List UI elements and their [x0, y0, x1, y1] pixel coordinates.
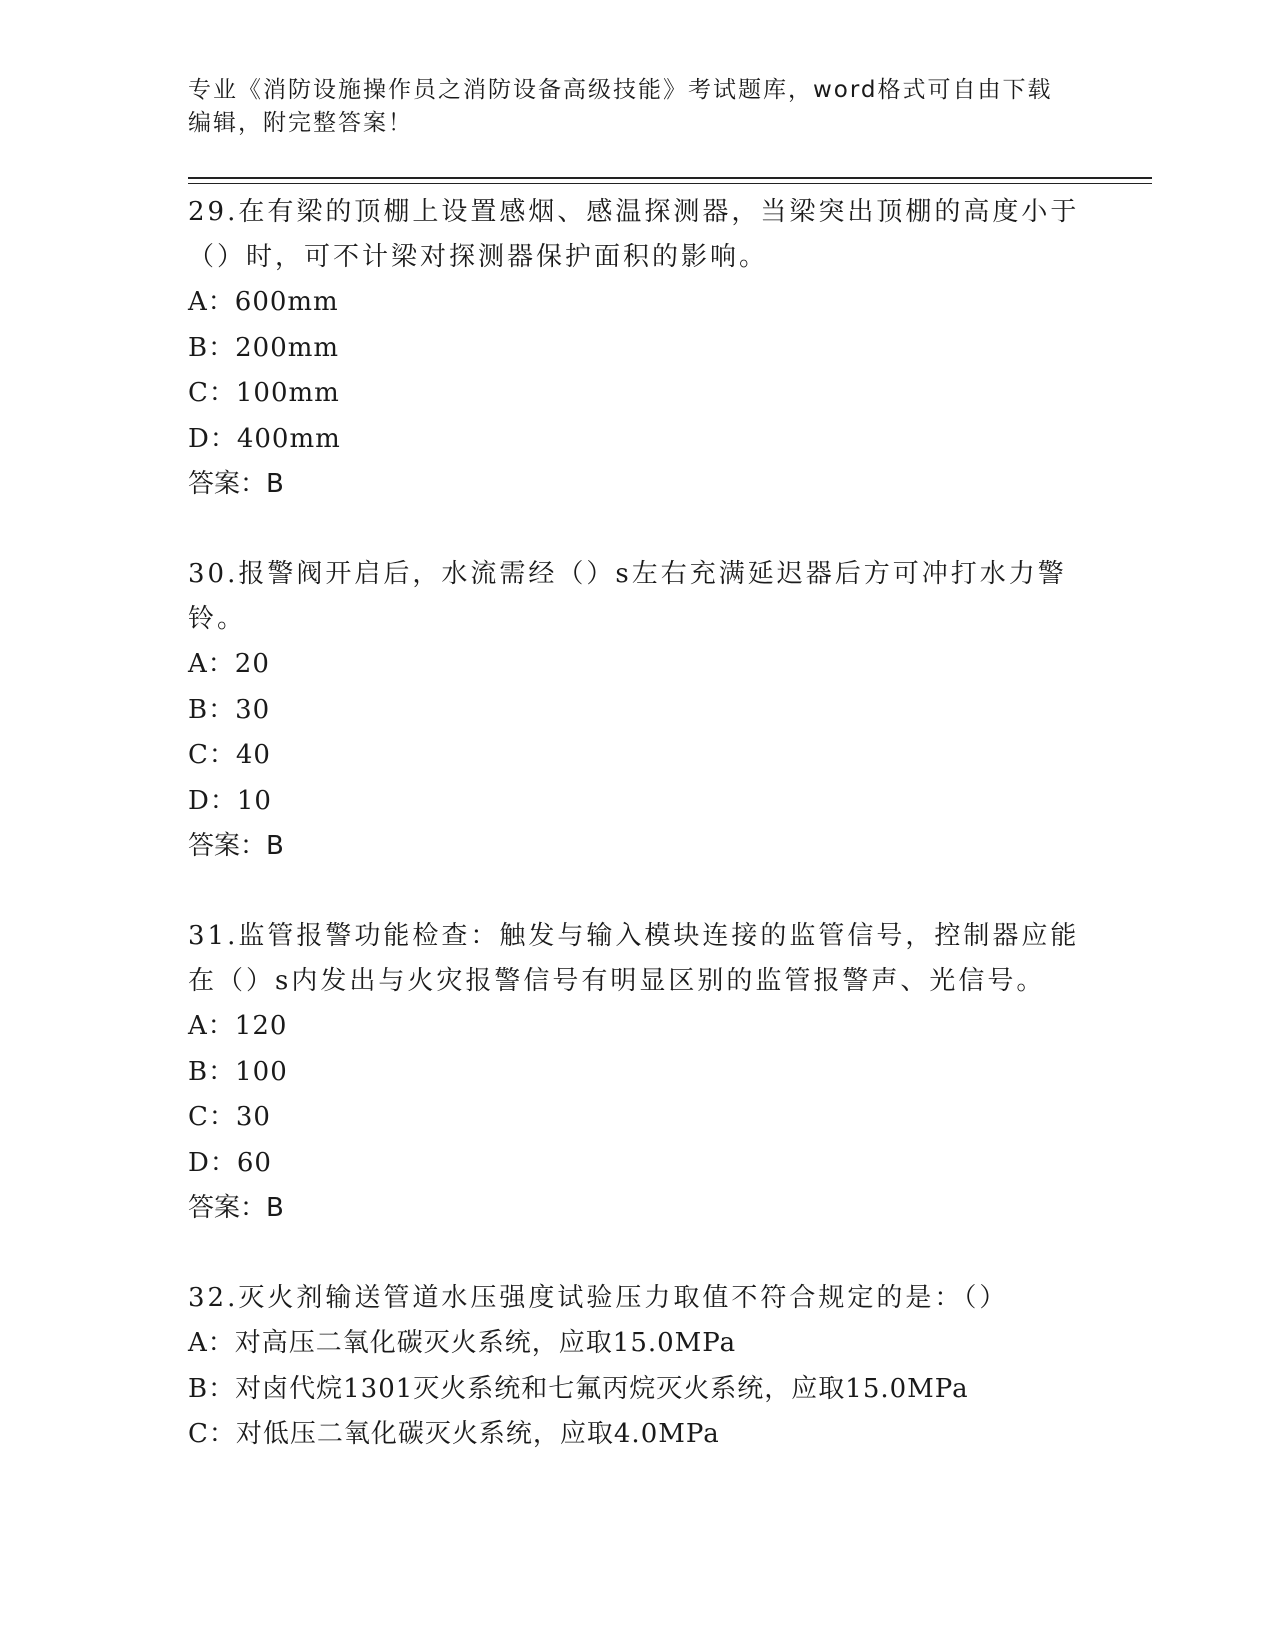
- answer-line: 答案：B: [188, 1193, 284, 1223]
- option-a: A：20: [188, 649, 270, 679]
- question-stem: 32.灭火剂输送管道水压强度试验压力取值不符合规定的是：（）: [188, 1283, 1009, 1313]
- answer-line: 答案：B: [188, 469, 284, 499]
- option-b: B：100: [188, 1056, 288, 1087]
- question-29: [188, 190, 1088, 506]
- answer-line: 答案：B: [188, 831, 284, 861]
- option-a: A：对高压二氧化碳灭火系统，应取15.0MPa: [188, 1328, 737, 1358]
- option-b: B：200mm: [188, 332, 340, 363]
- question-list: [188, 190, 1088, 1504]
- question-stem: 30.报警阀开启后，水流需经（）s左右充满延迟器后方可冲打水力警铃。: [188, 559, 1067, 634]
- question-32: [188, 1276, 1088, 1458]
- question-31: [188, 914, 1088, 1230]
- option-d: D：400mm: [188, 423, 341, 454]
- question-stem: 31.监管报警功能检查：触发与输入模块连接的监管信号，控制器应能在（）s内发出与火灾报警信号有明显区别的监管报警声、光信号。: [188, 921, 1080, 996]
- question-stem: 29.在有梁的顶棚上设置感烟、感温探测器，当梁突出顶棚的高度小于（）时，可不计梁对探测器保护面积的影响。: [188, 197, 1080, 272]
- document-header: 专业《消防设施操作员之消防设备高级技能》考试题库，word格式可自由下载编辑，附完整答案！: [188, 77, 1053, 136]
- option-b: B：30: [188, 694, 271, 725]
- option-c: C：对低压二氧化碳灭火系统，应取4.0MPa: [188, 1419, 720, 1449]
- option-b: B：对卤代烷1301灭火系统和七氟丙烷灭火系统，应取15.0MPa: [188, 1373, 969, 1404]
- option-d: D：10: [188, 785, 272, 816]
- option-a: A：120: [188, 1011, 288, 1041]
- header-divider-thin: [188, 183, 1152, 184]
- option-c: C：30: [188, 1102, 271, 1132]
- option-c: C：100mm: [188, 378, 340, 408]
- header-divider-thick: [188, 177, 1152, 179]
- option-c: C：40: [188, 740, 271, 770]
- option-a: A：600mm: [188, 287, 339, 317]
- option-d: D：60: [188, 1147, 272, 1178]
- question-30: [188, 552, 1088, 868]
